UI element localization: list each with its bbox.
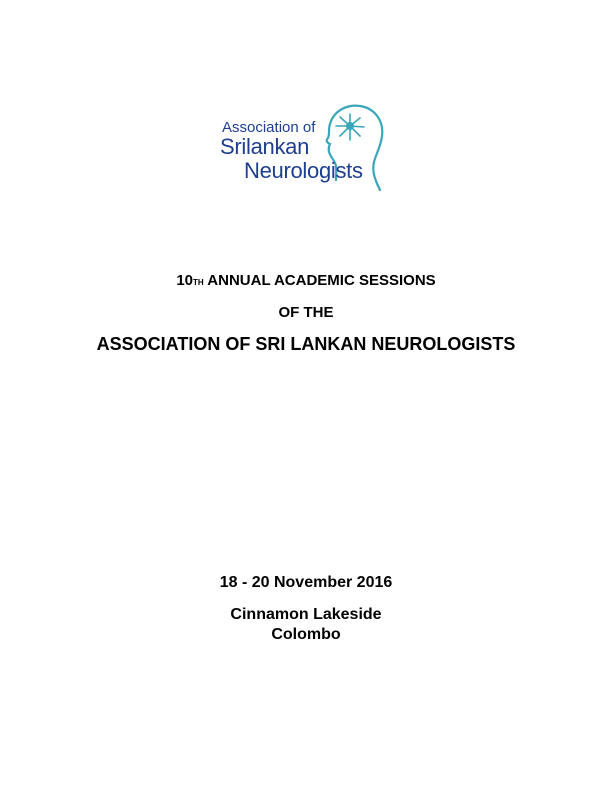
logo-text-line2: Srilankan [220,134,310,159]
event-venue: Cinnamon Lakeside [230,606,382,623]
of-the-line: OF THE [278,304,334,321]
association-logo [218,100,388,192]
ordinal-number: 10 [176,272,194,289]
logo-text-line1: Association of [222,119,316,136]
event-dates: 18 - 20 November 2016 [219,574,393,591]
association-name-heading: ASSOCIATION OF SRI LANKAN NEUROLOGISTS [96,334,516,354]
sessions-title-rest: ANNUAL ACADEMIC SESSIONS [203,272,436,289]
event-city: Colombo [271,626,341,643]
logo-text-line3: Neurologists [244,158,363,183]
sessions-title [0,272,612,289]
ordinal-suffix: TH [193,278,204,287]
